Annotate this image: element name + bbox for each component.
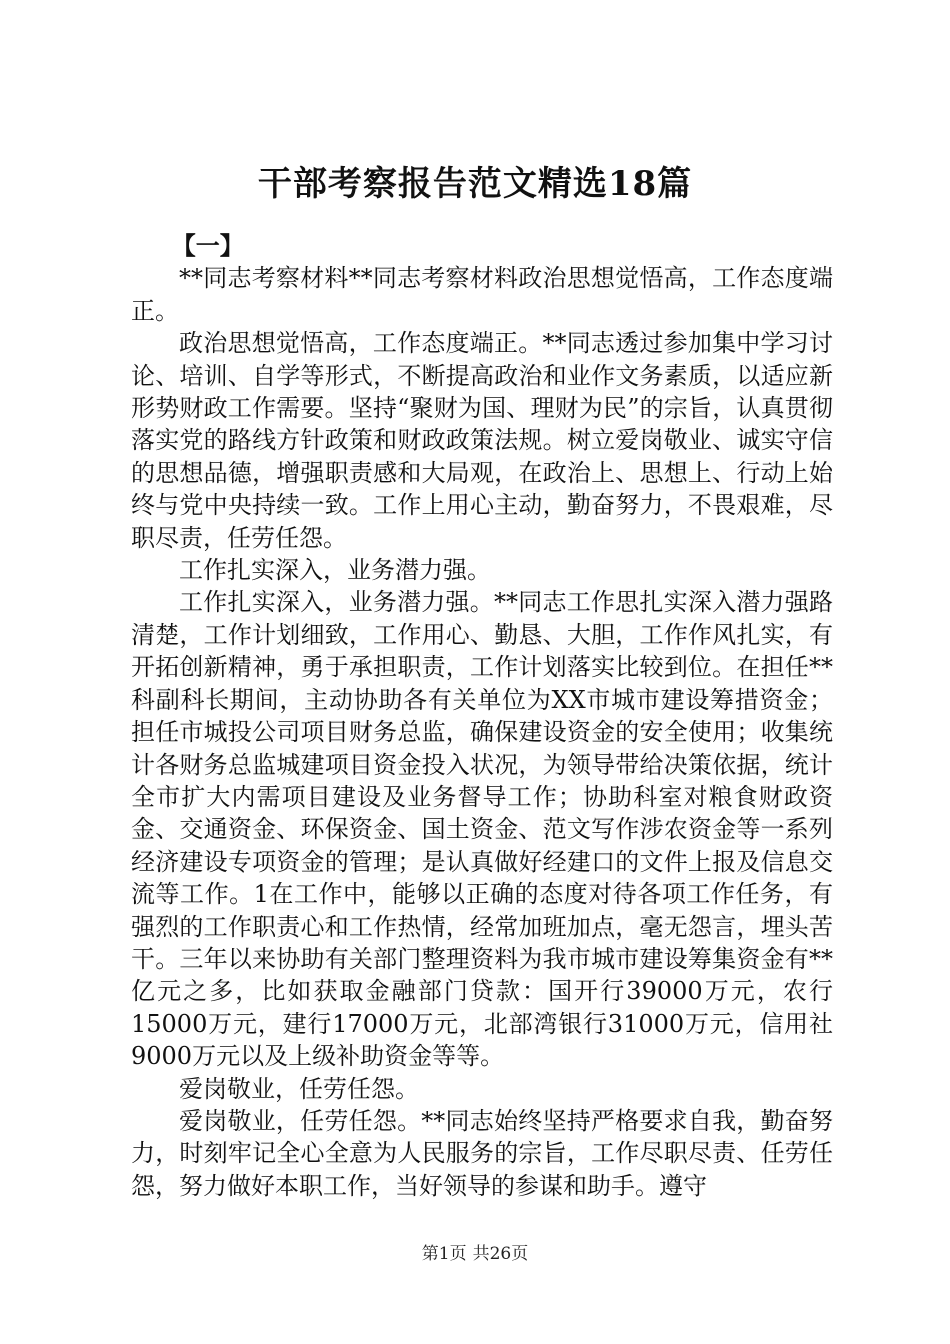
paragraph: 爱岗敬业，任劳任怨。: [179, 1074, 419, 1103]
page-total: 共26页: [472, 1244, 529, 1264]
paragraph: 政治思想觉悟高，工作态度端正。**同志透过参加集中学习讨论、培训、自学等形式，不断提高政治和业作文务素质，以适应新形势财政工作需要。坚持“聚财为国、理财为民”的宗旨，认真贯彻落实党的路线方针政策和财政政策法规。树立爱岗敬业、诚实守信的思想品德，增强职责感和大局观，在政治上、思想上、行动上始终与党中央持续一致。工作上用心主动，勤奋努力，不畏艰难，尽职尽责，任劳任怨。: [131, 329, 833, 552]
paragraph: **同志考察材料**同志考察材料政治思想觉悟高，工作态度端正。: [131, 264, 833, 325]
document-body: [131, 230, 833, 1202]
paragraph: 爱岗敬业，任劳任怨。**同志始终坚持严格要求自我，勤奋努力，时刻牢记全心全意为人民服务的宗旨，工作尽职尽责、任劳任怨，努力做好本职工作，当好领导的参谋和助手。遵守: [131, 1106, 833, 1200]
section-heading: 【一】: [171, 231, 244, 260]
page-number: 第1页: [421, 1244, 467, 1264]
paragraph: 工作扎实深入，业务潜力强。**同志工作思扎实深入潜力强路清楚，工作计划细致，工作用心、勤恳、大胆，工作作风扎实，有开拓创新精神，勇于承担职责，工作计划落实比较到位。在担任**科副科长期间，主动协助各有关单位为XX市城市建设筹措资金；担任市城投公司项目财务总监，确保建设资金的安全使用；收集统计各财务总监城建项目资金投入状况，为领导带给决策依据，统计全市扩大内需项目建设及业务督导工作；协助科室对粮食财政资金、交通资金、环保资金、国土资金、范文写作涉农资金等一系列经济建设专项资金的管理；是认真做好经建口的文件上报及信息交流等工作。1在工作中，能够以正确的态度对待各项工作任务，有强烈的工作职责心和工作热情，经常加班加点，毫无怨言，埋头苦干。三年以来协助有关部门整理资料为我市城市建设筹集资金有**亿元之多，比如获取金融部门贷款：国开行39000万元，农行15000万元，建行17000万元，北部湾银行31000万元，信用社9000万元以及上级补助资金等等。: [131, 588, 833, 1071]
page-footer: [0, 1242, 950, 1266]
paragraph: 工作扎实深入，业务潜力强。: [179, 556, 491, 585]
document-title: 干部考察报告范文精选18篇: [257, 164, 693, 204]
